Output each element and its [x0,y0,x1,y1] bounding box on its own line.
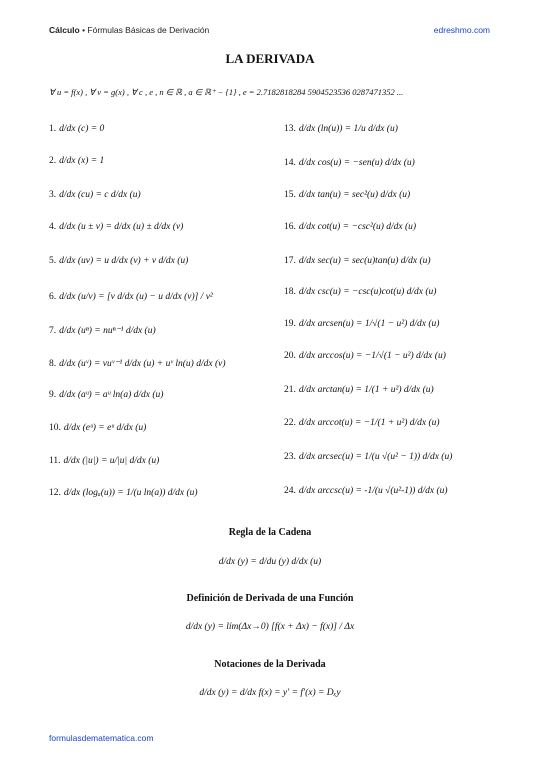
formula-expression: d/dx (x) = 1 [59,156,105,166]
formula-number: 7. [49,325,57,336]
formula-expression: d/dx (c) = 0 [59,124,105,134]
formula-number: 2. [49,156,57,166]
formula-number: 13. [284,124,296,134]
formula-number: 19. [284,319,296,329]
formula-expression: d/dx (cu) = c d/dx (u) [59,190,141,200]
formula-3 [49,190,141,200]
formula-number: 1. [49,124,57,134]
formula-number: 21. [284,385,296,395]
formula-20 [284,351,446,361]
section-title-notations: Notaciones de la Derivada [214,659,326,670]
formula-number: 16. [284,222,296,232]
formula-expression: d/dx arcsen(u) = 1/√(1 − u²) d/dx (u) [298,319,440,329]
formula-21 [284,385,434,395]
formula-number: 18. [284,287,296,297]
formula-number: 14. [284,158,296,168]
page-title: LA DERIVADA [225,51,315,66]
formula-6 [49,292,213,302]
formula-expression: d/dx tan(u) = sec²(u) d/dx (u) [298,190,411,200]
formula-number: 4. [49,222,57,232]
section-title-definition: Definición de Derivada de una Función [186,593,354,604]
formula-5 [49,256,188,266]
formula-expression: d/dx arccos(u) = −1/√(1 − u²) d/dx (u) [298,351,446,361]
footer-site-link[interactable]: formulasdematematica.com [49,733,154,743]
formula-9 [49,390,163,400]
definitions-line: ∀ u = f(x) , ∀ v = g(x) , ∀ c , e , n ∈ ℝ , a ∈ ℝ⁺ − {1} , e = 2.7182818284 5904523536 0287471352 ... [49,87,404,97]
formula-number: 10. [49,423,61,433]
formula-2 [49,156,104,166]
formula-expression: d/dx arccot(u) = −1/(1 + u²) d/dx (u) [298,418,440,428]
formula-expression: d/dx (ln(u)) = 1/u d/dx (u) [298,124,398,134]
formula-23 [284,452,452,462]
formula-expression: d/dx csc(u) = −csc(u)cot(u) d/dx (u) [298,287,437,297]
formula-12 [49,488,198,498]
section-formula-notations: d/dx (y) = d/dx f(x) = y′ = f′(x) = Dₓy [199,688,341,698]
formula-15 [284,190,410,200]
formula-13 [284,124,398,134]
formula-number: 15. [284,190,296,200]
formula-4 [49,222,183,232]
formula-number: 23. [284,452,296,462]
header-subject [49,25,209,35]
formula-expression: d/dx (uᵛ) = vuᵛ⁻¹ d/dx (u) + uᵛ ln(u) d/dx (v) [59,359,226,369]
formula-number: 8. [49,358,57,369]
formula-number: 11. [49,456,61,466]
formula-expression: d/dx (|u|) = u/|u| d/dx (u) [63,456,160,466]
formula-22 [284,418,440,428]
formula-number: 22. [284,418,296,428]
formula-expression: d/dx (eᵘ) = eᵘ d/dx (u) [63,423,147,433]
formula-14 [284,158,415,168]
formula-expression: d/dx (u ± v) = d/dx (u) ± d/dx (v) [59,222,184,232]
formula-16 [284,222,416,232]
formula-expression: d/dx arccsc(u) = -1/(u √(u²-1)) d/dx (u) [298,486,448,496]
section-formula-definition: d/dx (y) = lím(Δx→0) [f(x + Δx) − f(x)] / Δx [185,622,355,632]
formula-8 [49,358,225,369]
header-subject-bold: Cálculo [49,25,80,35]
formula-expression: d/dx arcsec(u) = 1/(u √(u² − 1)) d/dx (u) [298,452,453,462]
formula-17 [284,256,431,266]
formula-expression: d/dx (logₐ(u)) = 1/(u ln(a)) d/dx (u) [63,488,198,498]
formula-number: 12. [49,488,61,498]
formula-number: 17. [284,256,296,266]
formula-expression: d/dx (aᵘ) = aᵘ ln(a) d/dx (u) [59,390,164,400]
formula-number: 5. [49,256,57,266]
formula-expression: d/dx (uⁿ) = nuⁿ⁻¹ d/dx (u) [59,326,156,336]
formula-number: 9. [49,390,57,400]
header-subject-rest: • Fórmulas Básicas de Derivación [79,25,210,35]
formula-expression: d/dx (u/v) = [v d/dx (u) − u d/dx (v)] / v² [59,292,213,302]
formula-10 [49,423,146,433]
formula-expression: d/dx sec(u) = sec(u)tan(u) d/dx (u) [298,256,431,266]
formula-11 [49,456,159,466]
formula-24 [284,486,448,496]
formula-expression: d/dx cot(u) = −csc²(u) d/dx (u) [298,222,417,232]
section-title-chain-rule: Regla de la Cadena [228,527,312,538]
formula-18 [284,287,436,297]
formula-expression: d/dx arctan(u) = 1/(1 + u²) d/dx (u) [298,385,434,395]
formula-number: 6. [49,292,57,302]
formula-expression: d/dx (uv) = u d/dx (v) + v d/dx (u) [59,256,189,266]
header-site-link[interactable]: edreshmo.com [433,25,490,35]
formula-1 [49,124,104,134]
formula-number: 24. [284,486,296,496]
formula-number: 3. [49,190,57,200]
formula-19 [284,319,439,329]
formula-expression: d/dx cos(u) = −sen(u) d/dx (u) [298,158,415,168]
formula-number: 20. [284,351,296,361]
section-formula-chain-rule: d/dx (y) = d/du (y) d/dx (u) [218,557,322,567]
formula-7 [49,325,156,336]
